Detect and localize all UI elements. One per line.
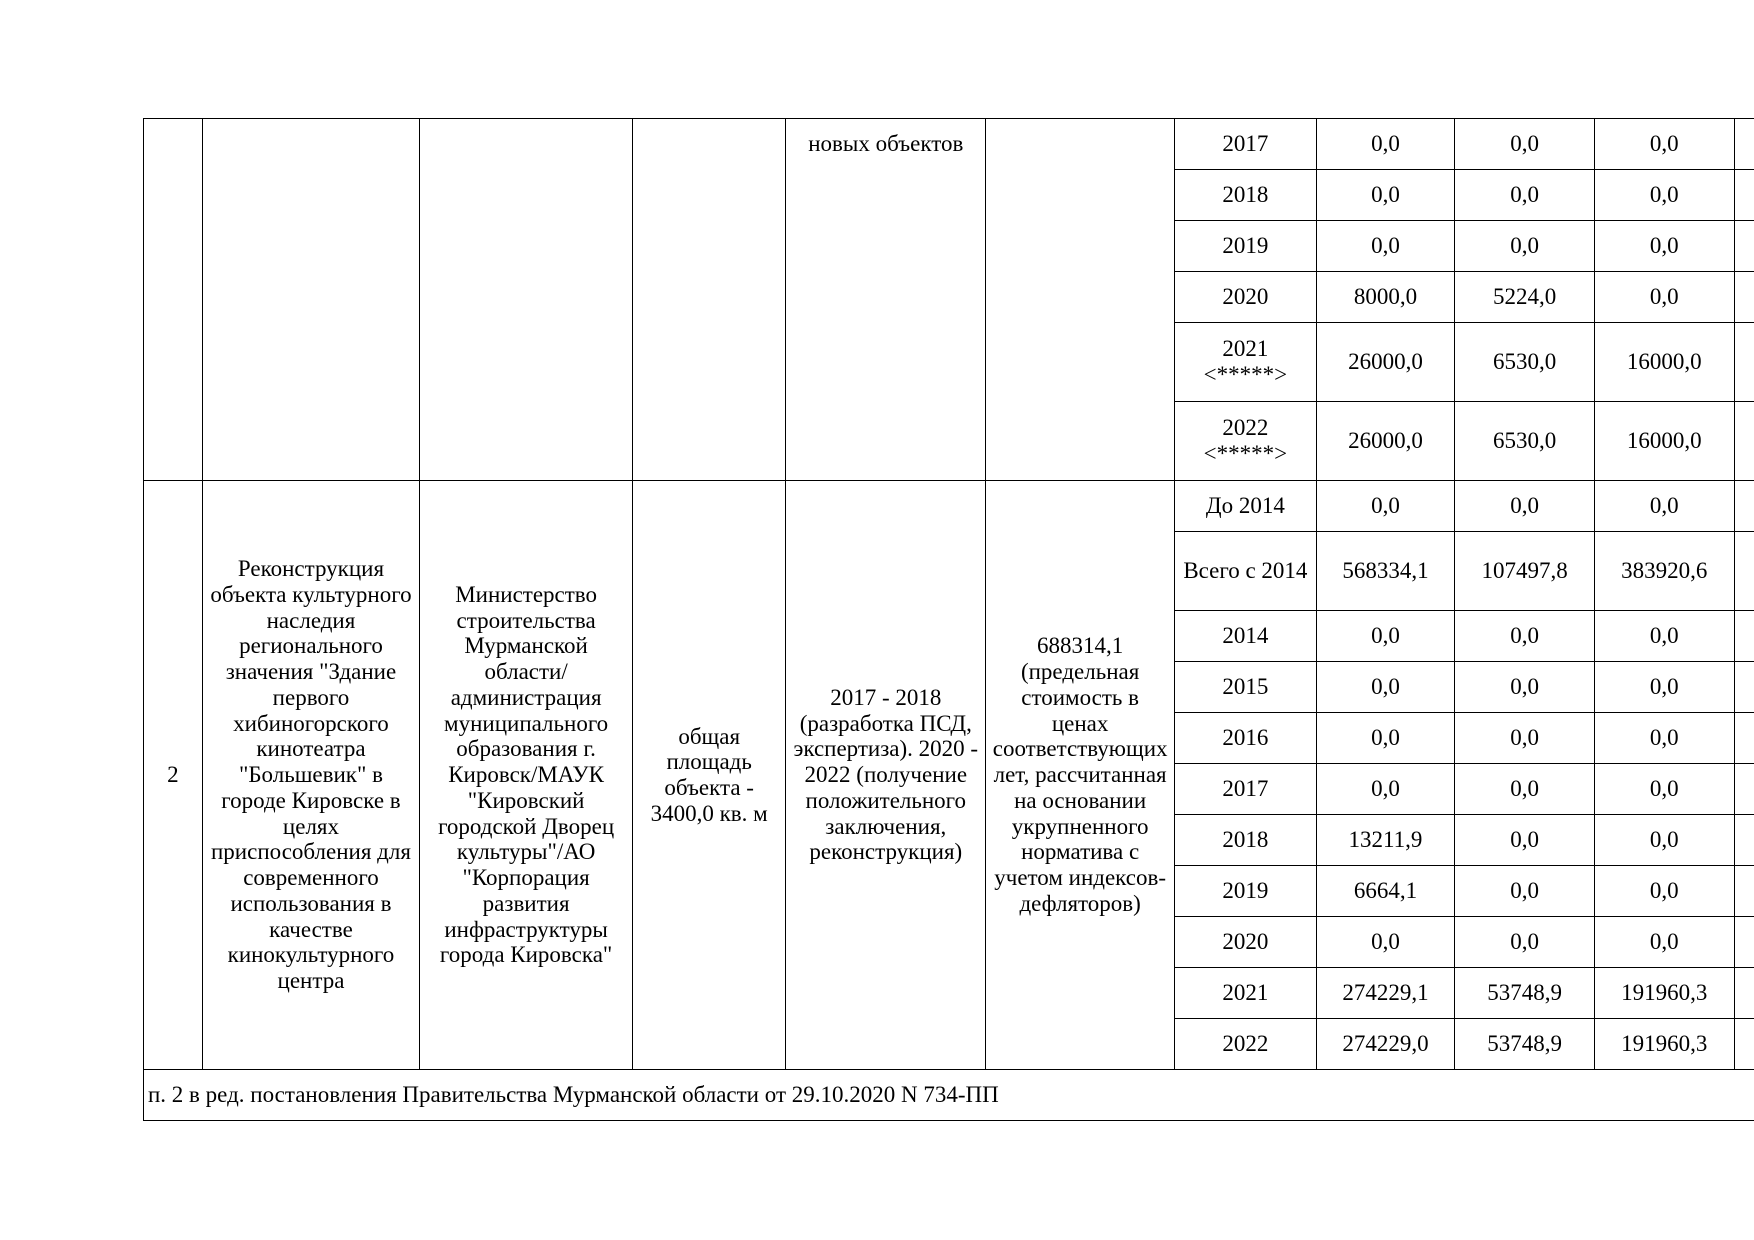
federal-cell: 6530,0 — [1455, 402, 1595, 481]
regional-cell: 0,0 — [1594, 866, 1734, 917]
stage-cell: 2017 - 2018 (разработка ПСД, экспертиза). 2020 - 2022 (получение положительного заключения, реконструкция) — [786, 481, 986, 1070]
cut-off-cell — [1734, 866, 1754, 917]
regional-cell: 191960,3 — [1594, 968, 1734, 1019]
federal-cell: 0,0 — [1455, 611, 1595, 662]
regional-cell: 16000,0 — [1594, 402, 1734, 481]
total-cell: 0,0 — [1316, 119, 1455, 170]
year-cell: 2022 — [1175, 1019, 1317, 1070]
year-cell: 2017 — [1175, 119, 1317, 170]
table-row — [144, 1070, 1754, 1121]
total-cell: 0,0 — [1316, 764, 1455, 815]
federal-cell: 0,0 — [1455, 764, 1595, 815]
customer-cell — [420, 119, 633, 481]
year-cell: До 2014 — [1175, 481, 1317, 532]
total-cell: 0,0 — [1316, 481, 1455, 532]
year-cell: 2019 — [1175, 221, 1317, 272]
federal-cell: 53748,9 — [1455, 968, 1595, 1019]
object-name-cell: Реконструкция объекта культурного наследия регионального значения "Здание первого хибиногорского кинотеатра "Большевик" в городе Кировске в целях приспособления для современного использования в качестве кинокультурного центра — [202, 481, 420, 1070]
federal-cell: 0,0 — [1455, 221, 1595, 272]
total-cell: 0,0 — [1316, 917, 1455, 968]
federal-cell: 0,0 — [1455, 481, 1595, 532]
cut-off-cell — [1734, 815, 1754, 866]
year-cell: 2014 — [1175, 611, 1317, 662]
total-cell: 13211,9 — [1316, 815, 1455, 866]
cut-off-cell — [1734, 170, 1754, 221]
total-cell: 274229,1 — [1316, 968, 1455, 1019]
regional-cell: 0,0 — [1594, 272, 1734, 323]
regional-cell: 0,0 — [1594, 481, 1734, 532]
year-cell: 2021 — [1175, 968, 1317, 1019]
federal-cell: 0,0 — [1455, 170, 1595, 221]
total-cell: 274229,0 — [1316, 1019, 1455, 1070]
total-cell: 26000,0 — [1316, 402, 1455, 481]
regional-cell: 16000,0 — [1594, 323, 1734, 402]
regional-cell: 383920,6 — [1594, 532, 1734, 611]
total-cell: 8000,0 — [1316, 272, 1455, 323]
cut-off-cell — [1734, 611, 1754, 662]
row-number-cell — [144, 119, 203, 481]
cut-off-cell — [1734, 532, 1754, 611]
federal-cell: 0,0 — [1455, 662, 1595, 713]
year-cell: 2021 <*****> — [1175, 323, 1317, 402]
year-cell: 2018 — [1175, 170, 1317, 221]
investment-table — [143, 118, 1754, 1121]
federal-cell: 53748,9 — [1455, 1019, 1595, 1070]
capacity-cell: общая площадь объекта - 3400,0 кв. м — [632, 481, 785, 1070]
total-cell: 6664,1 — [1316, 866, 1455, 917]
regional-cell: 0,0 — [1594, 662, 1734, 713]
federal-cell: 0,0 — [1455, 866, 1595, 917]
capacity-cell — [632, 119, 785, 481]
federal-cell: 107497,8 — [1455, 532, 1595, 611]
total-cell: 0,0 — [1316, 221, 1455, 272]
stage-cell: новых объектов — [786, 119, 986, 481]
total-cell: 0,0 — [1316, 662, 1455, 713]
cut-off-cell — [1734, 323, 1754, 402]
cost-cell: 688314,1 (предельная стоимость в ценах соответствующих лет, рассчитанная на основании укрупненного норматива с учетом индексов-дефляторов) — [986, 481, 1175, 1070]
federal-cell: 0,0 — [1455, 815, 1595, 866]
year-cell: 2020 — [1175, 917, 1317, 968]
cut-off-cell — [1734, 968, 1754, 1019]
cut-off-cell — [1734, 662, 1754, 713]
year-cell: 2017 — [1175, 764, 1317, 815]
regional-cell: 0,0 — [1594, 713, 1734, 764]
cut-off-cell — [1734, 713, 1754, 764]
total-cell: 0,0 — [1316, 611, 1455, 662]
federal-cell: 5224,0 — [1455, 272, 1595, 323]
cut-off-cell — [1734, 1019, 1754, 1070]
regional-cell: 0,0 — [1594, 815, 1734, 866]
regional-cell: 0,0 — [1594, 221, 1734, 272]
amendment-note: п. 2 в ред. постановления Правительства Мурманской области от 29.10.2020 N 734-ПП — [144, 1070, 1754, 1121]
cut-off-cell — [1734, 481, 1754, 532]
cost-cell — [986, 119, 1175, 481]
year-cell: 2015 — [1175, 662, 1317, 713]
table-row — [144, 481, 1754, 532]
year-cell: 2018 — [1175, 815, 1317, 866]
total-cell: 0,0 — [1316, 170, 1455, 221]
cut-off-cell — [1734, 917, 1754, 968]
year-cell: 2020 — [1175, 272, 1317, 323]
cut-off-cell — [1734, 221, 1754, 272]
federal-cell: 0,0 — [1455, 713, 1595, 764]
object-name-cell — [202, 119, 420, 481]
regional-cell: 191960,3 — [1594, 1019, 1734, 1070]
regional-cell: 0,0 — [1594, 917, 1734, 968]
federal-cell: 6530,0 — [1455, 323, 1595, 402]
cut-off-cell — [1734, 272, 1754, 323]
customer-cell: Министерство строительства Мурманской области/администрация муниципального образования г. Кировск/МАУК "Кировский городской Дворец культуры"/АО "Корпорация развития инфраструктуры города Кировска" — [420, 481, 633, 1070]
total-cell: 568334,1 — [1316, 532, 1455, 611]
year-cell: 2022 <*****> — [1175, 402, 1317, 481]
federal-cell: 0,0 — [1455, 917, 1595, 968]
regional-cell: 0,0 — [1594, 119, 1734, 170]
total-cell: 0,0 — [1316, 713, 1455, 764]
cut-off-cell — [1734, 764, 1754, 815]
regional-cell: 0,0 — [1594, 611, 1734, 662]
total-cell: 26000,0 — [1316, 323, 1455, 402]
table-row — [144, 119, 1754, 170]
year-cell: 2016 — [1175, 713, 1317, 764]
cut-off-cell — [1734, 402, 1754, 481]
year-cell: 2019 — [1175, 866, 1317, 917]
year-cell: Всего с 2014 — [1175, 532, 1317, 611]
regional-cell: 0,0 — [1594, 170, 1734, 221]
federal-cell: 0,0 — [1455, 119, 1595, 170]
cut-off-cell — [1734, 119, 1754, 170]
regional-cell: 0,0 — [1594, 764, 1734, 815]
row-number-cell: 2 — [144, 481, 203, 1070]
